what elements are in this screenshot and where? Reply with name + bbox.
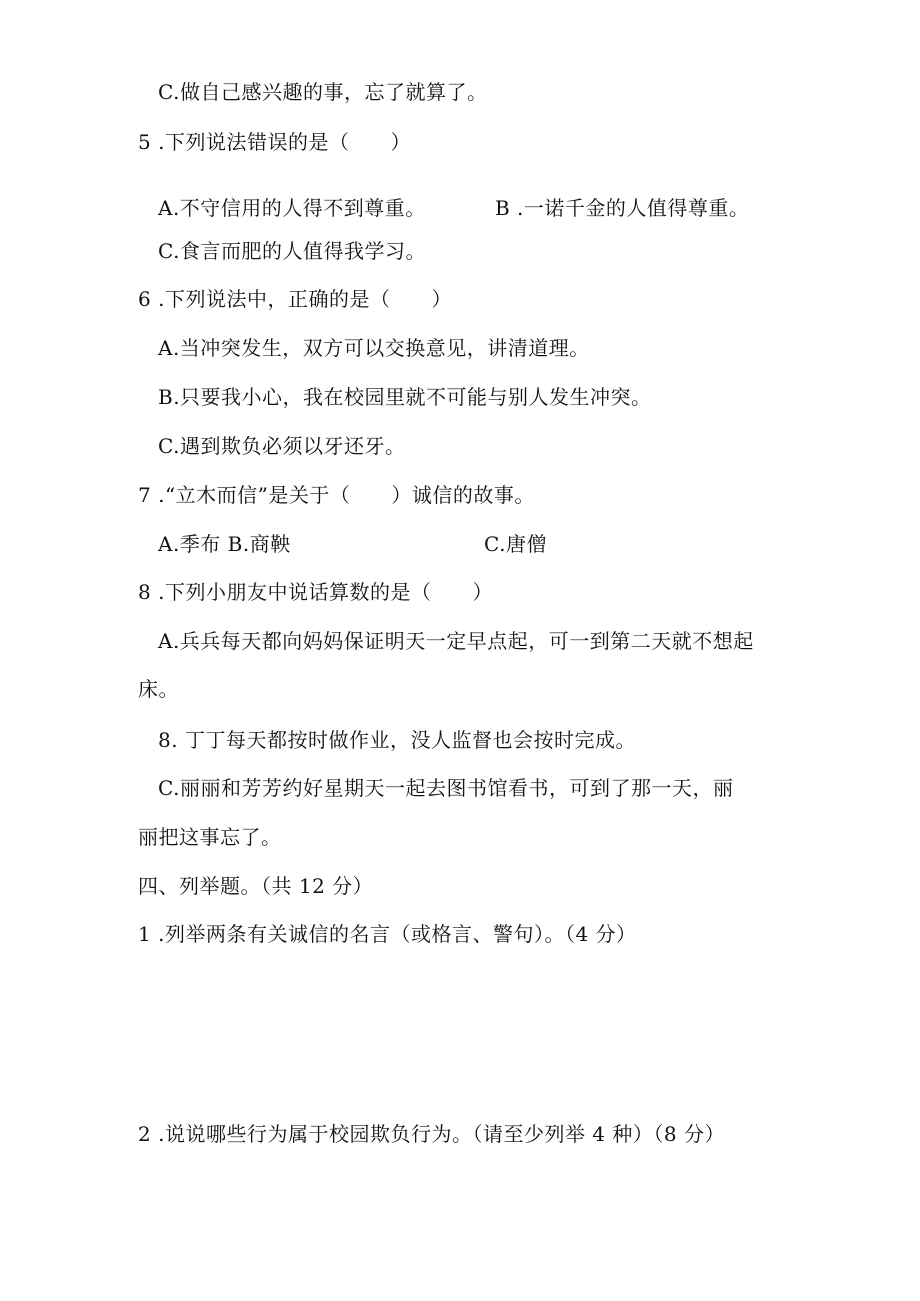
q6-option-a: A.当冲突发生，双方可以交换意见，讲清道理。 [158,336,590,360]
q8-option-b: 8. 丁丁每天都按时做作业，没人监督也会按时完成。 [158,728,636,752]
q5-option-b: B .一诺千金的人值得尊重。 [495,196,750,220]
q8-option-c-line1: C.丽丽和芳芳约好星期天一起去图书馆看书，可到了那一天，丽 [158,776,734,800]
question-6: 6 .下列说法中，正确的是（ ） [138,287,452,311]
section-4-heading: 四、列举题。（共 12 分） [138,874,374,898]
section-4-question-1: 1 .列举两条有关诚信的名言（或格言、警句）。（4 分） [138,922,637,946]
question-7: 7 .“立木而信”是关于（ ）诚信的故事。 [138,483,535,507]
q8-option-a-line2: 床。 [138,677,179,701]
q5-option-a: A.不守信用的人得不到尊重。 [158,196,426,220]
q5-option-c: C.食言而肥的人值得我学习。 [158,239,426,263]
q7-option-c: C.唐僧 [484,532,547,556]
q8-option-a-line1: A.兵兵每天都向妈妈保证明天一定早点起，可一到第二天就不想起 [158,629,754,653]
q7-options-ab: A.季布 B.商鞅 [158,532,291,556]
q8-option-c-line2: 丽把这事忘了。 [138,825,282,849]
section-4-question-2: 2 .说说哪些行为属于校园欺负行为。（请至少列举 4 种）（8 分） [138,1122,725,1146]
q4-option-c: C.做自己感兴趣的事，忘了就算了。 [158,80,488,104]
q6-option-c: C.遇到欺负必须以牙还牙。 [158,434,406,458]
question-8: 8 .下列小朋友中说话算数的是（ ） [138,580,493,604]
question-5: 5 .下列说法错误的是（ ） [138,130,411,154]
q6-option-b: B.只要我小心，我在校园里就不可能与别人发生冲突。 [158,385,652,409]
